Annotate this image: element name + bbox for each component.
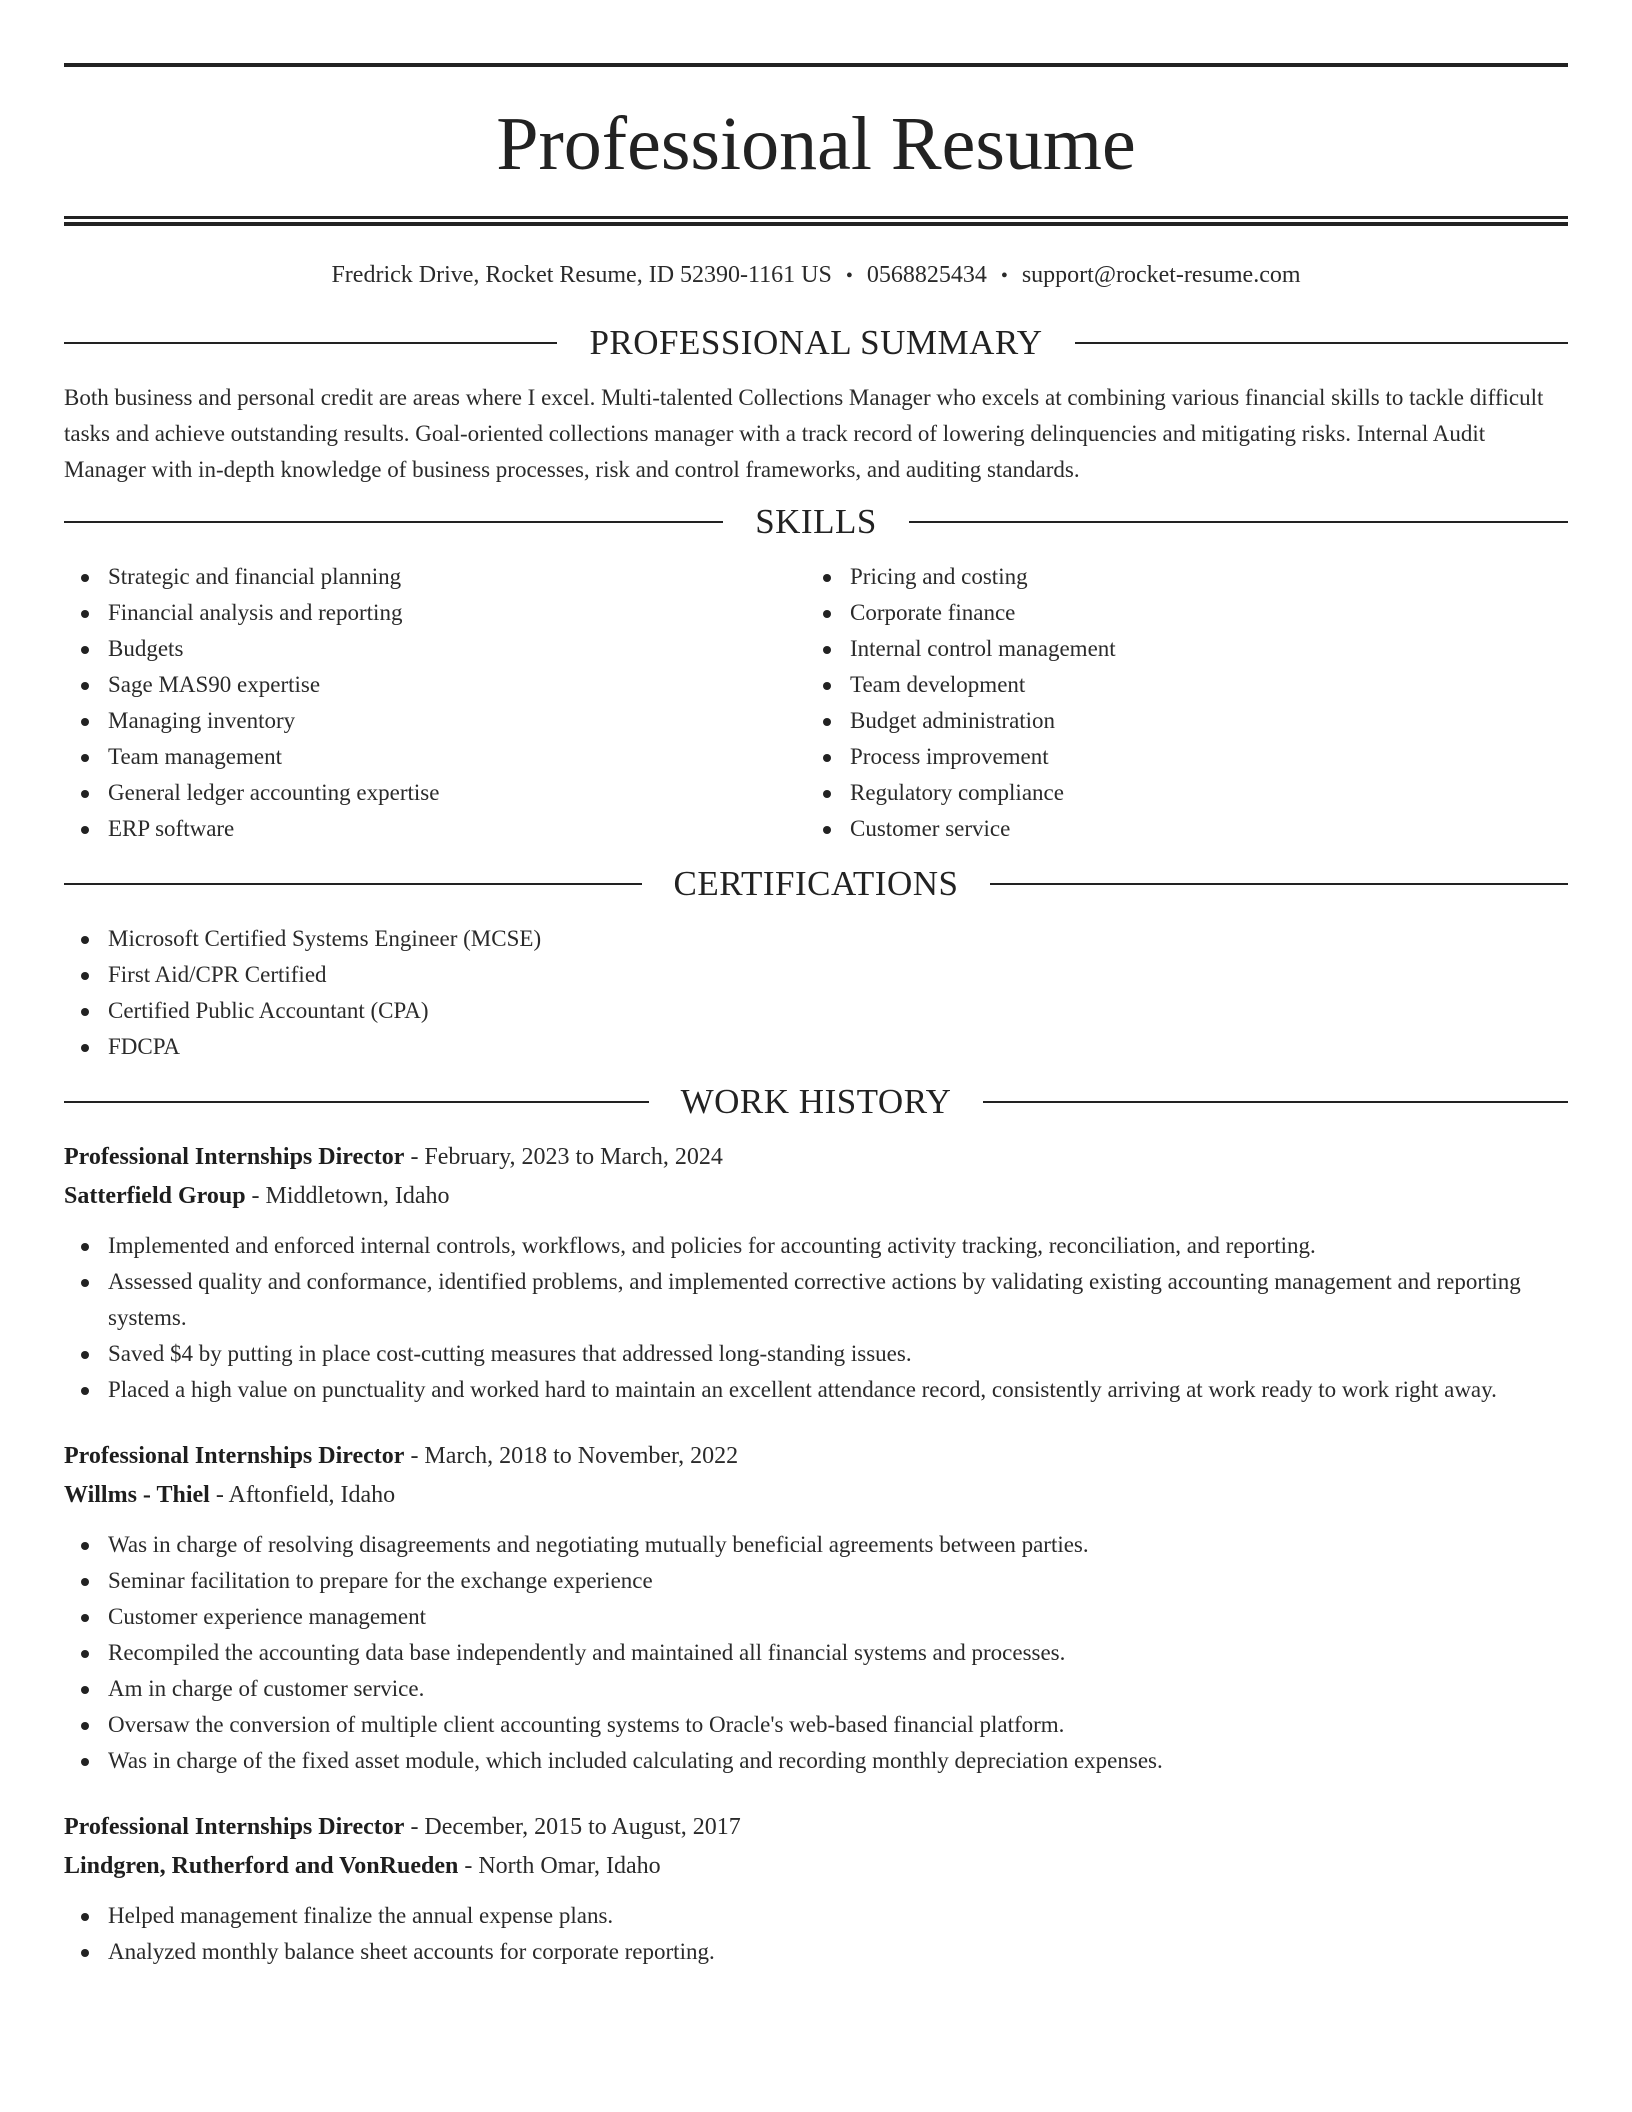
skill-item: Managing inventory [64, 703, 806, 739]
title-double-rule [64, 216, 1568, 226]
contact-line [64, 260, 1568, 291]
skills-section-heading [64, 500, 1568, 544]
skill-item: Team management [64, 739, 806, 775]
skill-item: Strategic and financial planning [64, 559, 806, 595]
job-bullet: Customer experience management [64, 1599, 1568, 1635]
job-company: Satterfield Group [64, 1183, 246, 1209]
job-bullet: Implemented and enforced internal controls, workflows, and policies for accounting activity tracking, reconciliation, and reporting. [64, 1228, 1568, 1264]
job-entry [64, 1437, 1568, 1779]
job-company-line [64, 1847, 1568, 1886]
job-location: - Aftonfield, Idaho [209, 1482, 396, 1508]
job-bullet: Saved $4 by putting in place cost-cutting measures that addressed long-standing issues. [64, 1336, 1568, 1372]
certification-item: FDCPA [64, 1029, 1568, 1065]
job-dates: - February, 2023 to March, 2024 [404, 1144, 723, 1170]
skill-item: Regulatory compliance [806, 775, 1548, 811]
job-title: Professional Internships Director [64, 1144, 405, 1170]
resume-page [64, 63, 1568, 1970]
certification-item: Microsoft Certified Systems Engineer (MCSE) [64, 921, 1568, 957]
contact-email: support@rocket-resume.com [1021, 262, 1301, 288]
heading-rule-left [64, 883, 642, 885]
heading-rule-right [909, 521, 1568, 523]
skill-item: Internal control management [806, 631, 1548, 667]
certifications-section-heading [64, 862, 1568, 906]
job-entry [64, 1138, 1568, 1408]
heading-rule-right [983, 1101, 1568, 1103]
work-history-section-heading [64, 1080, 1568, 1124]
job-bullet: Am in charge of customer service. [64, 1671, 1568, 1707]
job-dates: - March, 2018 to November, 2022 [404, 1443, 739, 1469]
job-bullets [64, 1228, 1568, 1408]
certification-item: Certified Public Accountant (CPA) [64, 993, 1568, 1029]
contact-phone: 0568825434 [866, 262, 987, 288]
job-bullet: Placed a high value on punctuality and worked hard to maintain an excellent attendance record, consistently arriving at work ready to work right away. [64, 1372, 1568, 1408]
skill-item: General ledger accounting expertise [64, 775, 806, 811]
job-company: Willms - Thiel [64, 1482, 210, 1508]
page-title: Professional Resume [496, 102, 1136, 186]
job-company-line [64, 1476, 1568, 1515]
contact-separator: • [845, 265, 853, 287]
heading-rule-left [64, 1101, 649, 1103]
skills-list-right [806, 559, 1548, 847]
contact-separator: • [1000, 265, 1008, 287]
work-history-heading-label: WORK HISTORY [680, 1082, 952, 1121]
job-bullet: Was in charge of the fixed asset module, which included calculating and recording monthly depreciation expenses. [64, 1743, 1568, 1779]
job-title-line [64, 1808, 1568, 1847]
skill-item: Process improvement [806, 739, 1548, 775]
heading-rule-left [64, 342, 557, 344]
certifications-heading-label: CERTIFICATIONS [673, 864, 959, 903]
skills-list-left [64, 559, 806, 847]
job-title: Professional Internships Director [64, 1443, 405, 1469]
skill-item: Budgets [64, 631, 806, 667]
job-title: Professional Internships Director [64, 1814, 405, 1840]
job-bullet: Helped management finalize the annual expense plans. [64, 1898, 1568, 1934]
job-company: Lindgren, Rutherford and VonRueden [64, 1853, 459, 1879]
job-bullet: Analyzed monthly balance sheet accounts for corporate reporting. [64, 1934, 1568, 1970]
heading-rule-right [1075, 342, 1568, 344]
skills-heading-label: SKILLS [755, 502, 877, 541]
top-rule [64, 63, 1568, 67]
skill-item: Customer service [806, 811, 1548, 847]
summary-section-heading [64, 321, 1568, 365]
skill-item: Budget administration [806, 703, 1548, 739]
certifications-list [64, 921, 1568, 1065]
job-bullets [64, 1527, 1568, 1779]
job-bullet: Was in charge of resolving disagreements and negotiating mutually beneficial agreements between parties. [64, 1527, 1568, 1563]
job-bullet: Oversaw the conversion of multiple client accounting systems to Oracle's web-based financial platform. [64, 1707, 1568, 1743]
job-location: - North Omar, Idaho [458, 1853, 661, 1879]
skill-item: Sage MAS90 expertise [64, 667, 806, 703]
job-entry [64, 1808, 1568, 1970]
certification-item: First Aid/CPR Certified [64, 957, 1568, 993]
skills-columns [64, 559, 1568, 847]
job-location: - Middletown, Idaho [245, 1183, 450, 1209]
skill-item: Corporate finance [806, 595, 1548, 631]
summary-heading-label: PROFESSIONAL SUMMARY [589, 323, 1043, 362]
skill-item: Team development [806, 667, 1548, 703]
contact-address: Fredrick Drive, Rocket Resume, ID 52390-1161 US [331, 262, 832, 288]
heading-rule-left [64, 521, 723, 523]
job-company-line [64, 1177, 1568, 1216]
job-bullet: Seminar facilitation to prepare for the exchange experience [64, 1563, 1568, 1599]
job-bullet: Recompiled the accounting data base independently and maintained all financial systems and processes. [64, 1635, 1568, 1671]
skill-item: Financial analysis and reporting [64, 595, 806, 631]
skill-item: ERP software [64, 811, 806, 847]
job-dates: - December, 2015 to August, 2017 [404, 1814, 741, 1840]
summary-text: Both business and personal credit are areas where I excel. Multi-talented Collections Manager who excels at combining various financial skills to tackle difficult tasks and achieve outstanding results. Goal-oriented collections manager with a track record of lowering delinquencies and mitigating risks. Internal Audit Manager with in-depth knowledge of business processes, risk and control frameworks, and auditing standards. [64, 385, 1544, 482]
job-bullet: Assessed quality and conformance, identified problems, and implemented corrective actions by validating existing accounting management and reporting systems. [64, 1264, 1568, 1336]
heading-rule-right [990, 883, 1568, 885]
job-bullets [64, 1898, 1568, 1970]
job-title-line [64, 1138, 1568, 1177]
skill-item: Pricing and costing [806, 559, 1548, 595]
job-title-line [64, 1437, 1568, 1476]
